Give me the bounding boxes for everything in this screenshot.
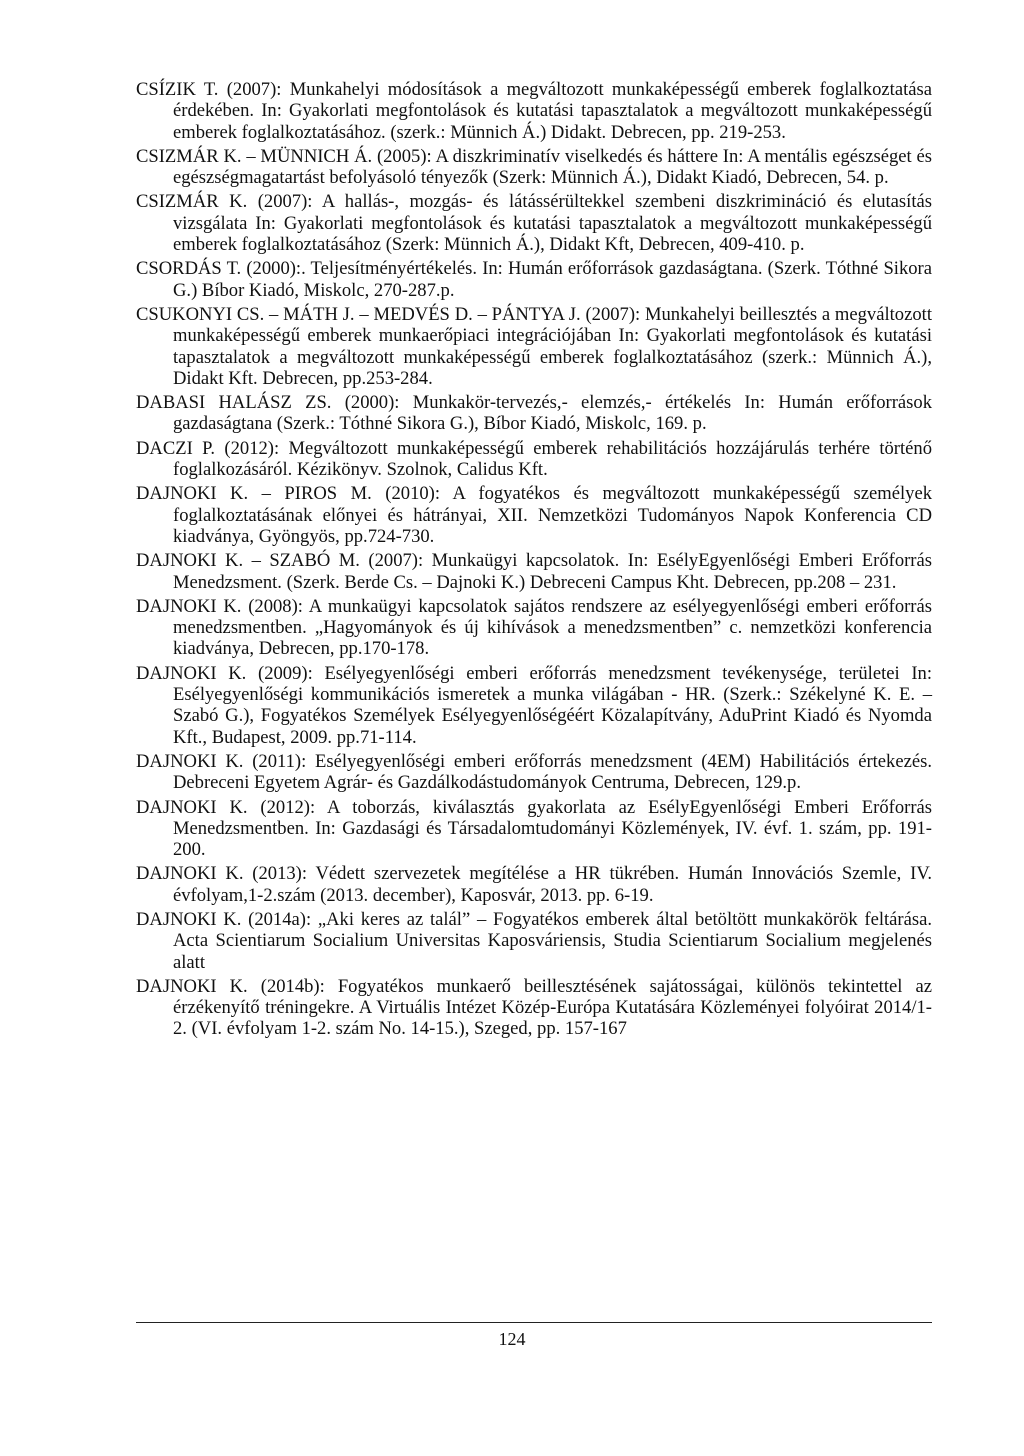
reference-entry: DAJNOKI K. (2008): A munkaügyi kapcsolatok sajátos rendszere az esélyegyenlőségi emberi erőforrás menedzsmentben. „Hagyományok és új kihívások a menedzsmentben” c. nemzetközi konferencia kiadványa, Debrecen, pp.170-178. xyxy=(136,595,932,660)
reference-entry: DAJNOKI K. (2014b): Fogyatékos munkaerő beillesztésének sajátosságai, különös tekintettel az érzékenyítő tréningekre. A Virtuális Intézet Közép-Európa Kutatására Közleményei folyóirat 2014/1-2. (VI. évfolyam 1-2. szám No. 14-15.), Szeged, pp. 157-167 xyxy=(136,975,932,1040)
reference-entry: DAJNOKI K. (2012): A toborzás, kiválasztás gyakorlata az EsélyEgyenlőségi Emberi Erőforrás Menedzsmentben. In: Gazdasági és Társadalomtudományi Közlemények, IV. évf. 1. szám, pp. 191-200. xyxy=(136,796,932,861)
reference-entry: DAJNOKI K. (2009): Esélyegyenlőségi emberi erőforrás menedzsment tevékenysége, területei In: Esélyegyenlőségi kommunikációs ismeretek a munka világában - HR. (Szerk.: Székelyné K. E. – Szabó G.), Fogyatékos Személyek Esélyegyenlőségéért Közalapítvány, AduPrint Kiadó és Nyomda Kft., Budapest, 2009. pp.71-114. xyxy=(136,662,932,748)
reference-entry: DAJNOKI K. (2013): Védett szervezetek megítélése a HR tükrében. Humán Innovációs Szemle, IV. évfolyam,1-2.szám (2013. december), Kaposvár, 2013. pp. 6-19. xyxy=(136,863,932,906)
footer-rule xyxy=(136,1322,932,1323)
page-number: 124 xyxy=(498,1329,526,1349)
reference-entry: CSORDÁS T. (2000):. Teljesítményértékelés. In: Humán erőforrások gazdaságtana. (Szerk. Tóthné Sikora G.) Bíbor Kiadó, Miskolc, 270-287.p. xyxy=(136,258,932,301)
reference-entry: DAJNOKI K. (2011): Esélyegyenlőségi emberi erőforrás menedzsment (4EM) Habilitációs értekezés. Debreceni Egyetem Agrár- és Gazdálkodástudományok Centruma, Debrecen, 129.p. xyxy=(136,750,932,794)
reference-entry: CSIZMÁR K. – MÜNNICH Á. (2005): A diszkriminatív viselkedés és háttere In: A mentális egészséget és egészségmagatartást befolyásoló tényezők (Szerk: Münnich Á.), Didakt Kiadó, Debrecen, 54. p. xyxy=(136,145,932,189)
reference-entry: DAJNOKI K. – PIROS M. (2010): A fogyatékos és megváltozott munkaképességű személyek foglalkoztatásának előnyei és hátrányai, XII. Nemzetközi Tudományos Napok Konferencia CD kiadványa, Gyöngyös, pp.724-730. xyxy=(136,483,932,547)
reference-entry: DABASI HALÁSZ ZS. (2000): Munkakör-tervezés,- elemzés,- értékelés In: Humán erőforrások gazdaságtana (Szerk.: Tóthné Sikora G.), Bíbor Kiadó, Miskolc, 169. p. xyxy=(136,392,932,435)
reference-entry: DAJNOKI K. – SZABÓ M. (2007): Munkaügyi kapcsolatok. In: EsélyEgyenlőségi Emberi Erőforrás Menedzsment. (Szerk. Berde Cs. – Dajnoki K.) Debreceni Campus Kht. Debrecen, pp.208 – 231. xyxy=(136,550,932,593)
reference-entry: CSIZMÁR K. (2007): A hallás-, mozgás- és látássérültekkel szembeni diszkrimináció és elutasítás vizsgálata In: Gyakorlati megfontolások és kutatási tapasztalatok a megváltozott munkaképességű emberek foglalkoztatásához (Szerk: Münnich Á.), Didakt Kft, Debrecen, 409-410. p. xyxy=(136,191,932,256)
reference-list xyxy=(136,79,932,1043)
reference-entry: CSUKONYI CS. – MÁTH J. – MEDVÉS D. – PÁNTYA J. (2007): Munkahelyi beillesztés a megváltozott munkaképességű emberek munkaerőpiaci integrációjában In: Gyakorlati megfontolások és kutatási tapasztalatok a megváltozott munkaképességű emberek foglalkoztatásához (szerk.: Münnich Á.), Didakt Kft. Debrecen, pp.253-284. xyxy=(136,303,932,389)
reference-entry: DAJNOKI K. (2014a): „Aki keres az talál” – Fogyatékos emberek által betöltött munkakörök feltárása. Acta Scientiarum Socialium Universitas Kaposváriensis, Studia Scientiarum Socialium megjelenés alatt xyxy=(136,908,932,973)
reference-entry: CSÍZIK T. (2007): Munkahelyi módosítások a megváltozott munkaképességű emberek foglalkoztatása érdekében. In: Gyakorlati megfontolások és kutatási tapasztalatok a megváltozott munkaképességű emberek foglalkoztatásához. (szerk.: Münnich Á.) Didakt. Debrecen, pp. 219-253. xyxy=(136,79,932,143)
reference-entry: DACZI P. (2012): Megváltozott munkaképességű emberek rehabilitációs hozzájárulás terhére történő foglalkozásáról. Kézikönyv. Szolnok, Calidus Kft. xyxy=(136,437,932,481)
